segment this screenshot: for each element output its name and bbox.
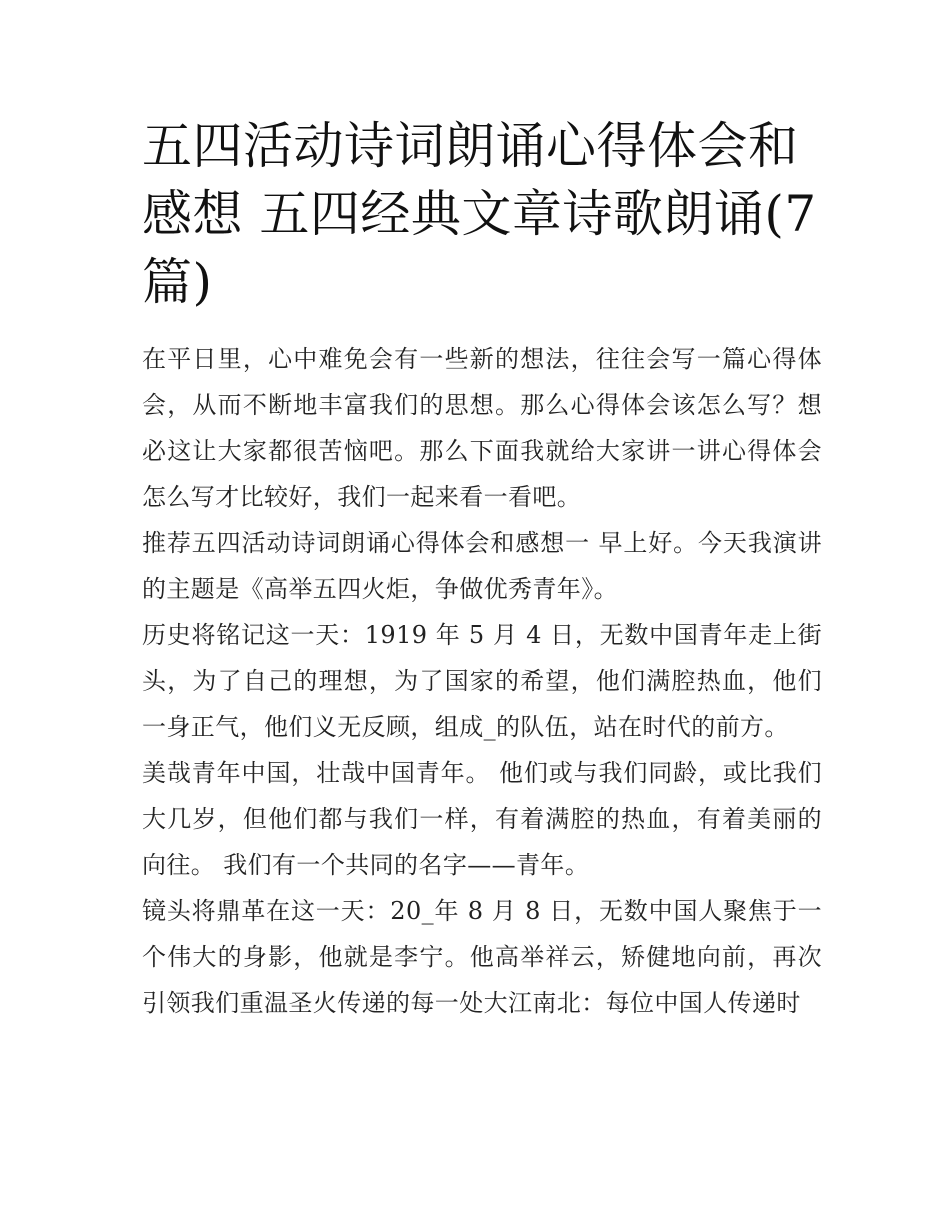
paragraph-torch: 镜头将鼎革在这一天：20_年 8 月 8 日，无数中国人聚焦于一个伟大的身影，他就是李宁。他高举祥云，矫健地向前，再次引领我们重温圣火传递的每一处大江南北：每位中国人传递时	[142, 897, 822, 1017]
paragraph-intro: 在平日里，心中难免会有一些新的想法，往往会写一篇心得体会，从而不断地丰富我们的思想。那么心得体会该怎么写？想必这让大家都很苦恼吧。那么下面我就给大家讲一讲心得体会怎么写才比较好，我们一起来看一看吧。	[142, 345, 822, 511]
paragraph-recommendation: 推荐五四活动诗词朗诵心得体会和感想一 早上好。今天我演讲的主题是《高举五四火炬，争做优秀青年》。	[142, 529, 822, 603]
paragraph-youth: 美哉青年中国，壮哉中国青年。 他们或与我们同龄，或比我们大几岁，但他们都与我们一样，有着满腔的热血，有着美丽的向往。 我们有一个共同的名字——青年。	[142, 759, 822, 879]
document-title: 五四活动诗词朗诵心得体会和感想 五四经典文章诗歌朗诵(7篇)	[142, 117, 817, 311]
paragraph-history: 历史将铭记这一天：1919 年 5 月 4 日，无数中国青年走上街头，为了自己的理想，为了国家的希望，他们满腔热血，他们一身正气，他们义无反顾，组成_的队伍，站在时代的前方。	[142, 621, 822, 741]
document-page	[142, 112, 822, 1026]
